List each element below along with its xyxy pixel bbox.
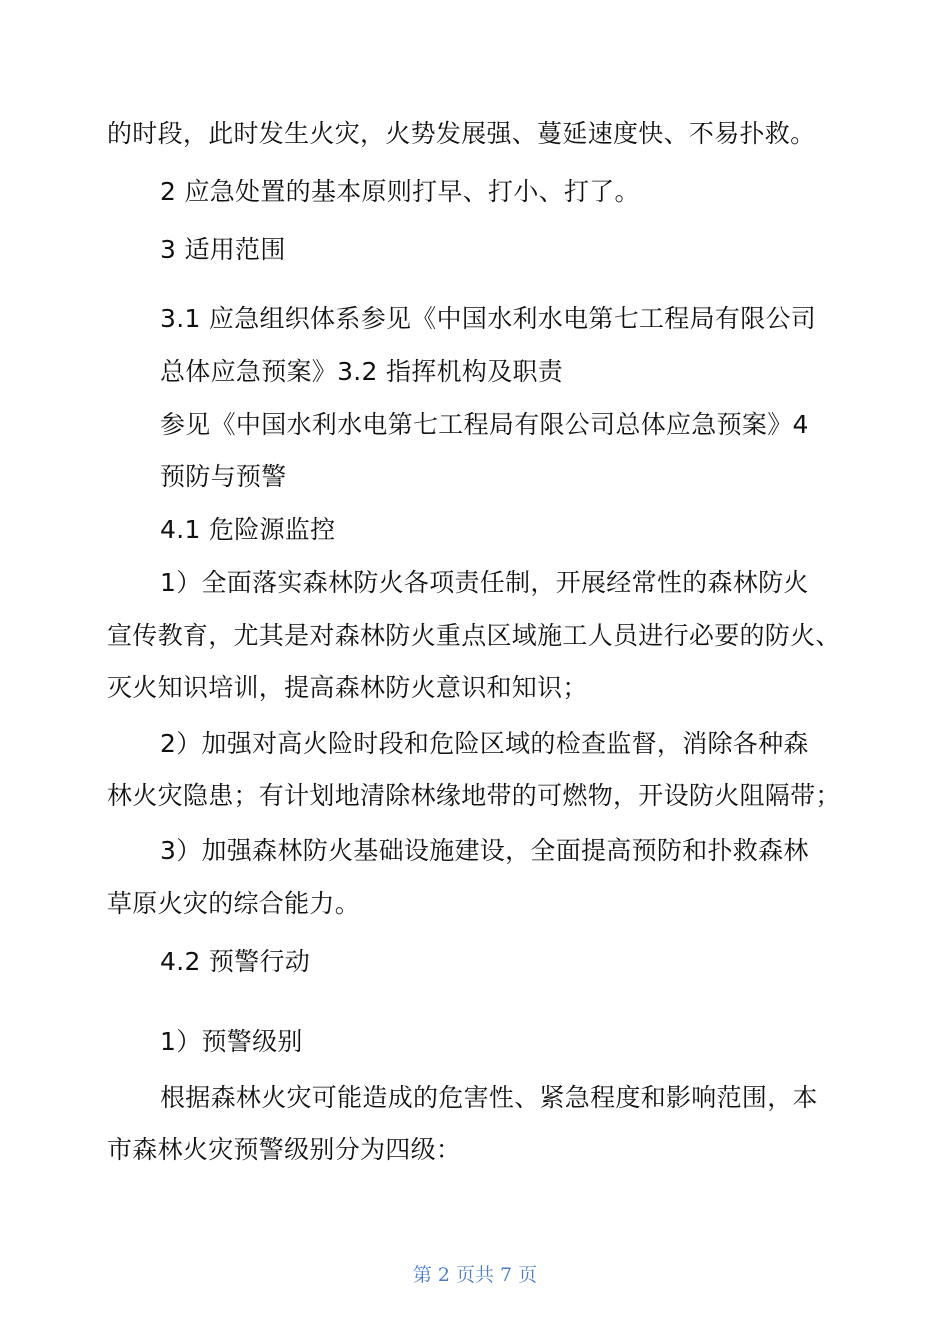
section-heading: 3 适用范围 [160, 235, 286, 264]
text-line: 灭火知识培训，提高森林防火意识和知识； [107, 673, 588, 702]
text-line: 总体应急预案》3.2 指挥机构及职责 [160, 357, 564, 386]
text-line: 3.1 应急组织体系参见《中国水利水电第七工程局有限公司 [160, 304, 817, 333]
text-line: 3）加强森林防火基础设施建设，全面提高预防和扑救森林 [160, 836, 809, 865]
text-line: 2 应急处置的基本原则打早、打小、打了。 [160, 177, 640, 206]
text-line: 预防与预警 [160, 462, 287, 491]
text-line: 林火灾隐患；有计划地清除林缘地带的可燃物，开设防火阻隔带； [107, 781, 841, 810]
text-line: 1）预警级别 [160, 1027, 303, 1056]
text-line: 参见《中国水利水电第七工程局有限公司总体应急预案》4 [160, 410, 809, 439]
text-line: 1）全面落实森林防火各项责任制，开展经常性的森林防火 [160, 568, 809, 597]
text-line: 2）加强对高火险时段和危险区域的检查监督，消除各种森 [160, 729, 809, 758]
section-heading: 4.2 预警行动 [160, 947, 311, 976]
text-line: 的时段，此时发生火灾，火势发展强、蔓延速度快、不易扑救。 [107, 119, 816, 148]
text-line: 宣传教育，尤其是对森林防火重点区域施工人员进行必要的防火、 [107, 621, 841, 650]
text-line: 草原火灾的综合能力。 [107, 889, 361, 918]
text-line: 根据森林火灾可能造成的危害性、紧急程度和影响范围，本 [160, 1083, 818, 1112]
section-heading: 4.1 危险源监控 [160, 515, 336, 544]
text-line: 市森林火灾预警级别分为四级： [107, 1135, 462, 1164]
page-number-footer: 第 2 页共 7 页 [412, 1264, 538, 1286]
